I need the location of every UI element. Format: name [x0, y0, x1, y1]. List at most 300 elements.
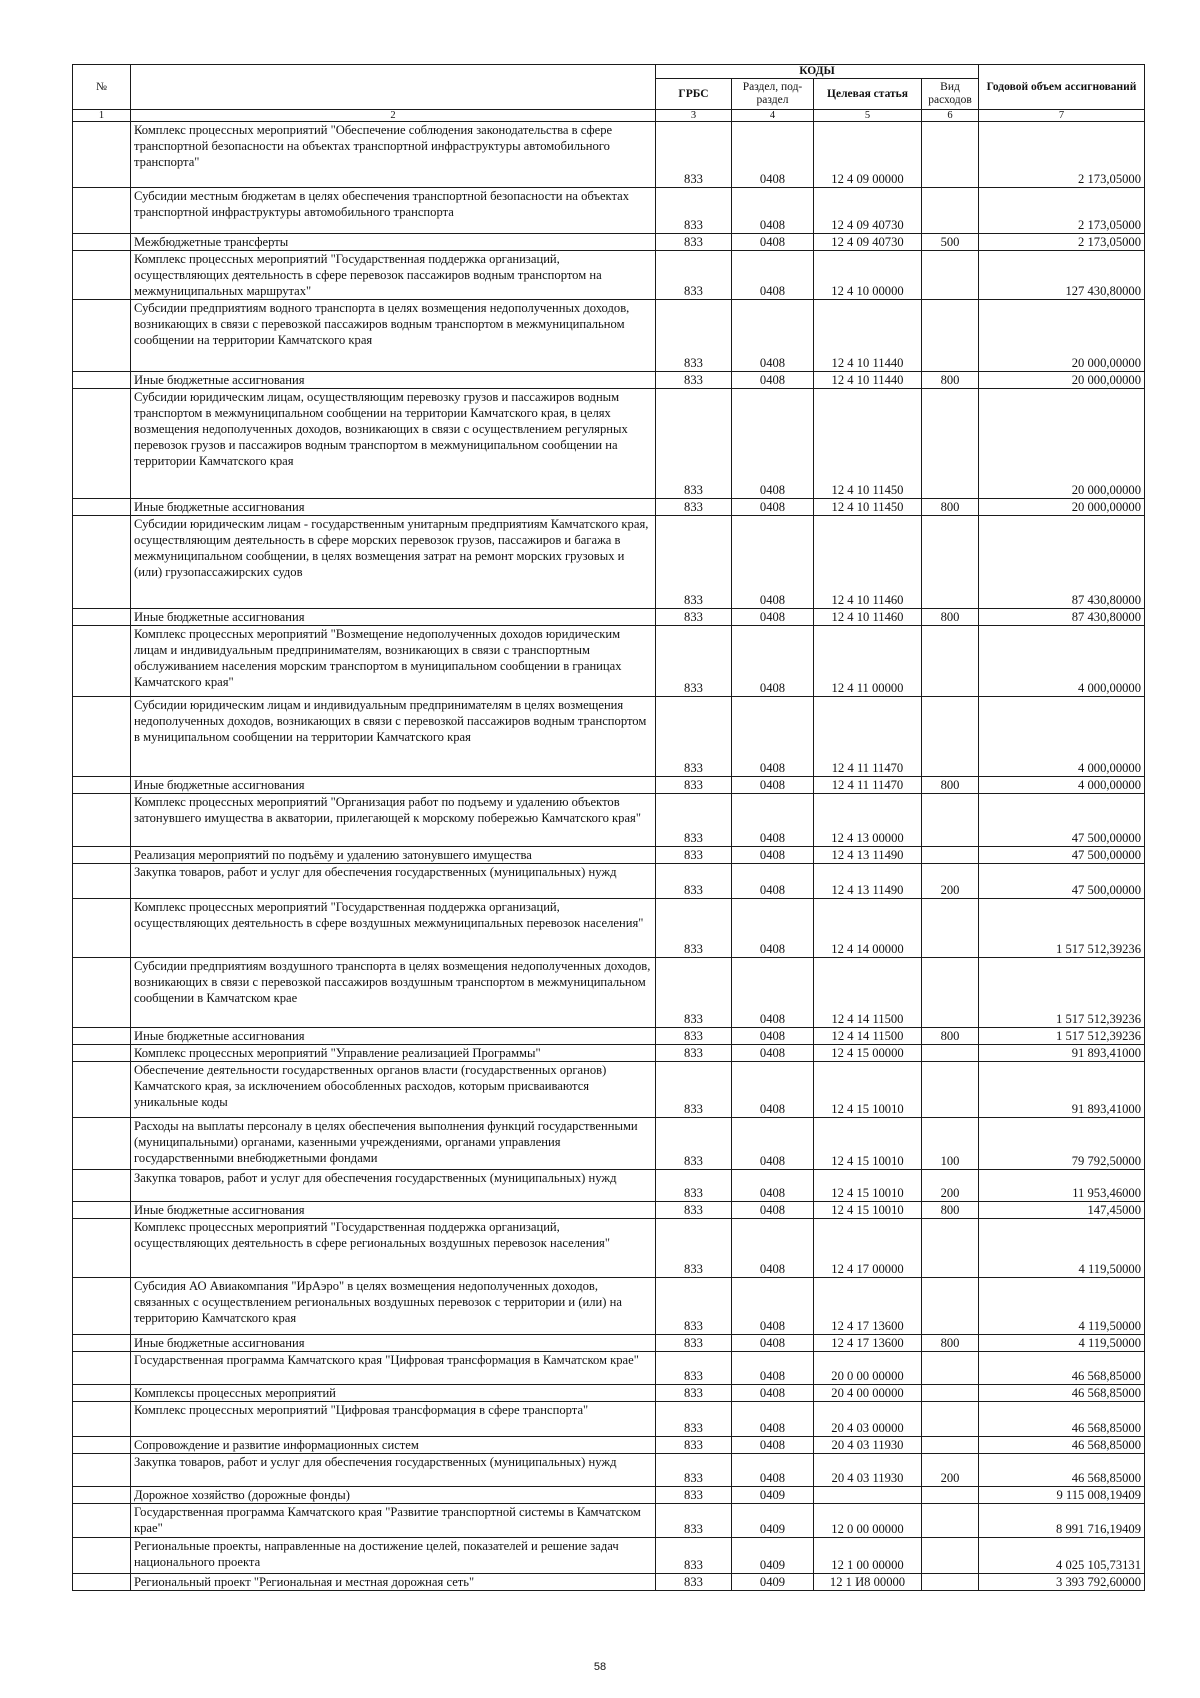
row-section-cell: 0408: [732, 1170, 814, 1202]
row-section-cell: 0408: [732, 1352, 814, 1385]
row-name-cell: Региональный проект "Региональная и местная дорожная сеть": [131, 1574, 656, 1591]
header-row-codes: [73, 65, 1145, 79]
table-row: [73, 847, 1145, 864]
row-amount-cell: 2 173,05000: [979, 188, 1145, 234]
row-section-cell: 0409: [732, 1504, 814, 1538]
row-number-cell: [73, 1504, 131, 1538]
row-number-cell: [73, 899, 131, 958]
row-kind-cell: [922, 516, 979, 609]
header-codes: КОДЫ: [656, 65, 979, 79]
header-row-numbers: [73, 110, 1145, 122]
row-kind-cell: [922, 1504, 979, 1538]
row-name-cell: Иные бюджетные ассигнования: [131, 499, 656, 516]
row-number-cell: [73, 864, 131, 899]
table-row: [73, 300, 1145, 372]
row-kind-cell: [922, 1487, 979, 1504]
row-grbs-cell: 833: [656, 1062, 732, 1118]
page-number: 58: [593, 1661, 607, 1673]
row-name-cell: Комплекс процессных мероприятий "Государственная поддержка организаций, осуществляющих деятельность в сфере региональных воздушных перевозок населения": [131, 1219, 656, 1278]
row-name-cell: Реализация мероприятий по подъёму и удалению затонувшего имущества: [131, 847, 656, 864]
row-name-cell: Комплекс процессных мероприятий "Государственная поддержка организаций, осуществляющих деятельность в сфере перевозок пассажиров водным транспортом на межмуниципальных маршрутах": [131, 251, 656, 300]
table-row: [73, 1202, 1145, 1219]
row-kind-cell: 200: [922, 1454, 979, 1487]
row-amount-cell: 47 500,00000: [979, 794, 1145, 847]
row-section-cell: 0408: [732, 516, 814, 609]
row-section-cell: 0408: [732, 1454, 814, 1487]
row-section-cell: 0408: [732, 1437, 814, 1454]
row-amount-cell: 11 953,46000: [979, 1170, 1145, 1202]
row-grbs-cell: 833: [656, 1202, 732, 1219]
row-kind-cell: [922, 251, 979, 300]
table-row: [73, 389, 1145, 499]
row-grbs-cell: 833: [656, 847, 732, 864]
table-row: [73, 794, 1145, 847]
row-grbs-cell: 833: [656, 1170, 732, 1202]
row-grbs-cell: 833: [656, 1454, 732, 1487]
row-grbs-cell: 833: [656, 1028, 732, 1045]
row-number-cell: [73, 1538, 131, 1574]
row-amount-cell: 2 173,05000: [979, 234, 1145, 251]
row-grbs-cell: 833: [656, 697, 732, 777]
table-row: [73, 1118, 1145, 1170]
row-target-cell: 12 4 15 10010: [814, 1062, 922, 1118]
row-kind-cell: [922, 1045, 979, 1062]
row-grbs-cell: 833: [656, 626, 732, 697]
row-grbs-cell: 833: [656, 1504, 732, 1538]
row-amount-cell: 87 430,80000: [979, 516, 1145, 609]
row-name-cell: Закупка товаров, работ и услуг для обеспечения государственных (муниципальных) нужд: [131, 864, 656, 899]
table-row: [73, 1504, 1145, 1538]
row-section-cell: 0408: [732, 847, 814, 864]
row-number-cell: [73, 1487, 131, 1504]
row-section-cell: 0408: [732, 958, 814, 1028]
row-kind-cell: 800: [922, 1028, 979, 1045]
row-kind-cell: 800: [922, 1202, 979, 1219]
row-grbs-cell: 833: [656, 1437, 732, 1454]
row-section-cell: 0408: [732, 1028, 814, 1045]
col-number-2: 2: [131, 110, 656, 122]
table-row: [73, 864, 1145, 899]
row-amount-cell: 1 517 512,39236: [979, 1028, 1145, 1045]
row-target-cell: 12 4 11 11470: [814, 777, 922, 794]
row-target-cell: 12 1 И8 00000: [814, 1574, 922, 1591]
row-grbs-cell: 833: [656, 1335, 732, 1352]
table-row: [73, 1219, 1145, 1278]
row-target-cell: 12 0 00 00000: [814, 1504, 922, 1538]
row-section-cell: 0408: [732, 1402, 814, 1437]
row-name-cell: Закупка товаров, работ и услуг для обеспечения государственных (муниципальных) нужд: [131, 1170, 656, 1202]
row-kind-cell: [922, 300, 979, 372]
row-amount-cell: 147,45000: [979, 1202, 1145, 1219]
row-name-cell: Субсидии предприятиям воздушного транспорта в целях возмещения недополученных доходов, возникающих в связи с перевозкой пассажиров воздушным транспортом в межмуниципальном сообщении в Камчатском крае: [131, 958, 656, 1028]
table-row: [73, 1487, 1145, 1504]
row-target-cell: 12 4 10 00000: [814, 251, 922, 300]
row-number-cell: [73, 1118, 131, 1170]
row-grbs-cell: 833: [656, 122, 732, 188]
row-name-cell: Дорожное хозяйство (дорожные фонды): [131, 1487, 656, 1504]
row-name-cell: Субсидии юридическим лицам и индивидуальным предпринимателям в целях возмещения недополученных доходов, возникающих в связи с перевозкой пассажиров водным транспортом в муниципальном сообщении на территории Камчатского края: [131, 697, 656, 777]
row-name-cell: Субсидии предприятиям водного транспорта в целях возмещения недополученных доходов, возникающих в связи с перевозкой пассажиров водным транспортом в межмуниципальном сообщении на территории Камчатского края: [131, 300, 656, 372]
row-target-cell: 12 4 10 11460: [814, 516, 922, 609]
row-number-cell: [73, 1402, 131, 1437]
row-amount-cell: 20 000,00000: [979, 499, 1145, 516]
row-kind-cell: [922, 847, 979, 864]
table-row: [73, 1538, 1145, 1574]
row-number-cell: [73, 1335, 131, 1352]
row-amount-cell: 91 893,41000: [979, 1062, 1145, 1118]
table-row: [73, 626, 1145, 697]
row-target-cell: 12 4 13 11490: [814, 847, 922, 864]
row-section-cell: 0408: [732, 251, 814, 300]
row-section-cell: 0408: [732, 372, 814, 389]
row-target-cell: 20 0 00 00000: [814, 1352, 922, 1385]
table-row: [73, 372, 1145, 389]
table-row: [73, 1278, 1145, 1335]
row-grbs-cell: 833: [656, 1487, 732, 1504]
row-kind-cell: [922, 1574, 979, 1591]
row-section-cell: 0408: [732, 1219, 814, 1278]
row-grbs-cell: 833: [656, 1278, 732, 1335]
row-grbs-cell: 833: [656, 499, 732, 516]
header-target: Целевая статья: [814, 79, 922, 110]
row-kind-cell: 800: [922, 1335, 979, 1352]
row-target-cell: 20 4 03 00000: [814, 1402, 922, 1437]
row-name-cell: Комплексы процессных мероприятий: [131, 1385, 656, 1402]
row-kind-cell: 200: [922, 1170, 979, 1202]
row-amount-cell: 46 568,85000: [979, 1454, 1145, 1487]
row-name-cell: Иные бюджетные ассигнования: [131, 609, 656, 626]
row-number-cell: [73, 1278, 131, 1335]
row-amount-cell: 8 991 716,19409: [979, 1504, 1145, 1538]
row-number-cell: [73, 499, 131, 516]
row-amount-cell: 127 430,80000: [979, 251, 1145, 300]
row-kind-cell: 200: [922, 864, 979, 899]
row-number-cell: [73, 626, 131, 697]
row-number-cell: [73, 389, 131, 499]
row-section-cell: 0408: [732, 234, 814, 251]
row-amount-cell: 4 000,00000: [979, 626, 1145, 697]
row-name-cell: Иные бюджетные ассигнования: [131, 1028, 656, 1045]
table-row: [73, 609, 1145, 626]
row-amount-cell: 46 568,85000: [979, 1385, 1145, 1402]
row-target-cell: 12 4 10 11440: [814, 300, 922, 372]
row-number-cell: [73, 1202, 131, 1219]
row-target-cell: 12 4 15 10010: [814, 1118, 922, 1170]
row-grbs-cell: 833: [656, 1402, 732, 1437]
table-body: [73, 122, 1145, 1591]
row-kind-cell: [922, 1062, 979, 1118]
row-target-cell: 12 4 13 11490: [814, 864, 922, 899]
row-section-cell: 0408: [732, 499, 814, 516]
row-number-cell: [73, 609, 131, 626]
row-section-cell: 0409: [732, 1487, 814, 1504]
table-row: [73, 1335, 1145, 1352]
row-grbs-cell: 833: [656, 1219, 732, 1278]
row-target-cell: [814, 1487, 922, 1504]
row-grbs-cell: 833: [656, 777, 732, 794]
row-kind-cell: [922, 697, 979, 777]
row-grbs-cell: 833: [656, 234, 732, 251]
row-name-cell: Субсидии юридическим лицам - государственным унитарным предприятиям Камчатского края, осуществляющим деятельность в сфере морских перевозок грузов, пассажиров и багажа в межмуниципальном сообщении, в целях возмещения затрат на ремонт морских грузовых и (или) грузопассажирских судов: [131, 516, 656, 609]
col-number-3: 3: [656, 110, 732, 122]
row-grbs-cell: 833: [656, 1045, 732, 1062]
row-grbs-cell: 833: [656, 188, 732, 234]
row-number-cell: [73, 1352, 131, 1385]
row-kind-cell: 800: [922, 609, 979, 626]
row-amount-cell: 1 517 512,39236: [979, 899, 1145, 958]
row-section-cell: 0408: [732, 864, 814, 899]
row-grbs-cell: 833: [656, 794, 732, 847]
row-kind-cell: [922, 1385, 979, 1402]
row-name-cell: Комплекс процессных мероприятий "Обеспечение соблюдения законодательства в сфере транспортной безопасности на объектах транспортной инфраструктуры автомобильного транспорта": [131, 122, 656, 188]
row-name-cell: Иные бюджетные ассигнования: [131, 777, 656, 794]
table-row: [73, 499, 1145, 516]
row-name-cell: Субсидия АО Авиакомпания "ИрАэро" в целях возмещения недополученных доходов, связанных с осуществлением региональных воздушных перевозок с территории и (или) на территорию Камчатского края: [131, 1278, 656, 1335]
header-section: Раздел, под-раздел: [732, 79, 814, 110]
row-target-cell: 12 4 09 40730: [814, 234, 922, 251]
row-target-cell: 12 4 10 11450: [814, 389, 922, 499]
row-amount-cell: 2 173,05000: [979, 122, 1145, 188]
row-amount-cell: 91 893,41000: [979, 1045, 1145, 1062]
row-section-cell: 0408: [732, 626, 814, 697]
row-target-cell: 12 4 14 00000: [814, 899, 922, 958]
row-name-cell: Расходы на выплаты персоналу в целях обеспечения выполнения функций государственными (муниципальными) органами, казенными учреждениями, органами управления государственными внебюджетными фондами: [131, 1118, 656, 1170]
row-kind-cell: [922, 899, 979, 958]
row-name-cell: Государственная программа Камчатского края "Развитие транспортной системы в Камчатском крае": [131, 1504, 656, 1538]
row-amount-cell: 4 025 105,73131: [979, 1538, 1145, 1574]
col-number-4: 4: [732, 110, 814, 122]
row-number-cell: [73, 1437, 131, 1454]
row-number-cell: [73, 1028, 131, 1045]
header-kind: Вид расходов: [922, 79, 979, 110]
row-number-cell: [73, 958, 131, 1028]
row-name-cell: Обеспечение деятельности государственных органов власти (государственных органов) Камчатского края, за исключением обособленных расходов, которым присваиваются уникальные коды: [131, 1062, 656, 1118]
row-number-cell: [73, 234, 131, 251]
row-name-cell: Комплекс процессных мероприятий "Цифровая трансформация в сфере транспорта": [131, 1402, 656, 1437]
row-section-cell: 0408: [732, 1118, 814, 1170]
row-amount-cell: 87 430,80000: [979, 609, 1145, 626]
row-target-cell: 12 4 14 11500: [814, 958, 922, 1028]
row-grbs-cell: 833: [656, 372, 732, 389]
row-amount-cell: 20 000,00000: [979, 372, 1145, 389]
row-target-cell: 12 4 17 13600: [814, 1278, 922, 1335]
row-target-cell: 12 4 09 40730: [814, 188, 922, 234]
header-amount: Годовой объем ассигнований: [979, 65, 1145, 110]
row-target-cell: 12 4 17 00000: [814, 1219, 922, 1278]
col-number-7: 7: [979, 110, 1145, 122]
row-name-cell: Комплекс процессных мероприятий "Управление реализацией Программы": [131, 1045, 656, 1062]
row-target-cell: 12 4 10 11450: [814, 499, 922, 516]
row-kind-cell: [922, 1538, 979, 1574]
row-amount-cell: 79 792,50000: [979, 1118, 1145, 1170]
row-number-cell: [73, 1574, 131, 1591]
row-amount-cell: 46 568,85000: [979, 1352, 1145, 1385]
header-no: №: [73, 65, 131, 110]
row-kind-cell: [922, 1402, 979, 1437]
row-kind-cell: [922, 1278, 979, 1335]
row-amount-cell: 4 119,50000: [979, 1278, 1145, 1335]
row-kind-cell: [922, 1219, 979, 1278]
row-kind-cell: [922, 389, 979, 499]
row-grbs-cell: 833: [656, 1118, 732, 1170]
row-target-cell: 12 4 15 10010: [814, 1170, 922, 1202]
row-target-cell: 12 1 00 00000: [814, 1538, 922, 1574]
row-amount-cell: 20 000,00000: [979, 389, 1145, 499]
row-kind-cell: 500: [922, 234, 979, 251]
row-grbs-cell: 833: [656, 609, 732, 626]
row-number-cell: [73, 300, 131, 372]
row-target-cell: 12 4 15 00000: [814, 1045, 922, 1062]
row-grbs-cell: 833: [656, 516, 732, 609]
table-row: [73, 697, 1145, 777]
row-amount-cell: 3 393 792,60000: [979, 1574, 1145, 1591]
row-kind-cell: 100: [922, 1118, 979, 1170]
row-amount-cell: 4 119,50000: [979, 1335, 1145, 1352]
row-grbs-cell: 833: [656, 251, 732, 300]
row-kind-cell: [922, 188, 979, 234]
row-section-cell: 0408: [732, 609, 814, 626]
row-name-cell: Комплекс процессных мероприятий "Организация работ по подъему и удалению объектов затонувшего имущества в акватории, прилегающей к морскому побережью Камчатского края": [131, 794, 656, 847]
table-row: [73, 122, 1145, 188]
row-target-cell: 12 4 11 11470: [814, 697, 922, 777]
row-amount-cell: 4 000,00000: [979, 777, 1145, 794]
row-grbs-cell: 833: [656, 389, 732, 499]
col-number-6: 6: [922, 110, 979, 122]
table-row: [73, 1402, 1145, 1437]
row-amount-cell: 4 000,00000: [979, 697, 1145, 777]
row-section-cell: 0408: [732, 1202, 814, 1219]
row-name-cell: Сопровождение и развитие информационных систем: [131, 1437, 656, 1454]
row-target-cell: 12 4 10 11460: [814, 609, 922, 626]
row-number-cell: [73, 1170, 131, 1202]
row-number-cell: [73, 372, 131, 389]
table-row: [73, 1454, 1145, 1487]
row-target-cell: 12 4 15 10010: [814, 1202, 922, 1219]
row-name-cell: Иные бюджетные ассигнования: [131, 1202, 656, 1219]
row-number-cell: [73, 188, 131, 234]
table-row: [73, 1352, 1145, 1385]
row-section-cell: 0408: [732, 1045, 814, 1062]
table-row: [73, 1062, 1145, 1118]
table-row: [73, 234, 1145, 251]
row-number-cell: [73, 1045, 131, 1062]
row-section-cell: 0408: [732, 300, 814, 372]
row-kind-cell: [922, 626, 979, 697]
row-section-cell: 0408: [732, 122, 814, 188]
row-grbs-cell: 833: [656, 1538, 732, 1574]
row-grbs-cell: 833: [656, 300, 732, 372]
row-number-cell: [73, 122, 131, 188]
row-amount-cell: 4 119,50000: [979, 1219, 1145, 1278]
row-section-cell: 0409: [732, 1574, 814, 1591]
row-amount-cell: 46 568,85000: [979, 1402, 1145, 1437]
col-number-5: 5: [814, 110, 922, 122]
table-row: [73, 188, 1145, 234]
row-kind-cell: 800: [922, 499, 979, 516]
row-number-cell: [73, 516, 131, 609]
table-row: [73, 1170, 1145, 1202]
row-section-cell: 0408: [732, 697, 814, 777]
row-target-cell: 12 4 14 11500: [814, 1028, 922, 1045]
row-name-cell: Комплекс процессных мероприятий "Государственная поддержка организаций, осуществляющих деятельность в сфере воздушных межмуниципальных перевозок населения": [131, 899, 656, 958]
row-grbs-cell: 833: [656, 958, 732, 1028]
row-amount-cell: 1 517 512,39236: [979, 958, 1145, 1028]
row-kind-cell: [922, 794, 979, 847]
row-kind-cell: [922, 1352, 979, 1385]
row-amount-cell: 9 115 008,19409: [979, 1487, 1145, 1504]
row-number-cell: [73, 847, 131, 864]
table-row: [73, 1574, 1145, 1591]
table-row: [73, 899, 1145, 958]
row-amount-cell: 46 568,85000: [979, 1437, 1145, 1454]
table-row: [73, 251, 1145, 300]
table-row: [73, 777, 1145, 794]
row-kind-cell: [922, 1437, 979, 1454]
row-name-cell: Региональные проекты, направленные на достижение целей, показателей и решение задач национального проекта: [131, 1538, 656, 1574]
row-amount-cell: 47 500,00000: [979, 847, 1145, 864]
row-section-cell: 0408: [732, 777, 814, 794]
row-kind-cell: [922, 122, 979, 188]
row-target-cell: 20 4 03 11930: [814, 1454, 922, 1487]
row-grbs-cell: 833: [656, 864, 732, 899]
row-target-cell: 12 4 09 00000: [814, 122, 922, 188]
row-amount-cell: 47 500,00000: [979, 864, 1145, 899]
table-row: [73, 1028, 1145, 1045]
row-grbs-cell: 833: [656, 1385, 732, 1402]
table-row: [73, 1385, 1145, 1402]
row-section-cell: 0408: [732, 1385, 814, 1402]
row-number-cell: [73, 1219, 131, 1278]
row-name-cell: Субсидии юридическим лицам, осуществляющим перевозку грузов и пассажиров водным транспортом в межмуниципальном сообщении на территории Камчатского края, в целях возмещения недополученных доходов, возникающих в связи с осуществлением регулярных перевозок грузов и пассажиров водным транспортом в межмуниципальном сообщении на территории Камчатского края: [131, 389, 656, 499]
row-number-cell: [73, 1454, 131, 1487]
row-kind-cell: 800: [922, 777, 979, 794]
col-number-1: 1: [73, 110, 131, 122]
row-target-cell: 20 4 00 00000: [814, 1385, 922, 1402]
row-grbs-cell: 833: [656, 1352, 732, 1385]
row-name-cell: Межбюджетные трансферты: [131, 234, 656, 251]
row-name-cell: Комплекс процессных мероприятий "Возмещение недополученных доходов юридическим лицам и индивидуальным предпринимателям, возникающих в связи с транспортным обслуживанием населения морским транспортом в муниципальном сообщении в границах Камчатского края": [131, 626, 656, 697]
row-section-cell: 0408: [732, 1062, 814, 1118]
row-number-cell: [73, 1385, 131, 1402]
appropriations-table: [72, 64, 1145, 1591]
header-name: [131, 65, 656, 110]
header-grbs: ГРБС: [656, 79, 732, 110]
row-section-cell: 0408: [732, 389, 814, 499]
row-section-cell: 0408: [732, 188, 814, 234]
row-amount-cell: 20 000,00000: [979, 300, 1145, 372]
row-name-cell: Иные бюджетные ассигнования: [131, 372, 656, 389]
row-number-cell: [73, 251, 131, 300]
row-target-cell: 12 4 11 00000: [814, 626, 922, 697]
table-row: [73, 958, 1145, 1028]
row-kind-cell: [922, 958, 979, 1028]
row-kind-cell: 800: [922, 372, 979, 389]
row-grbs-cell: 833: [656, 899, 732, 958]
row-number-cell: [73, 777, 131, 794]
row-section-cell: 0408: [732, 1278, 814, 1335]
row-name-cell: Иные бюджетные ассигнования: [131, 1335, 656, 1352]
row-section-cell: 0409: [732, 1538, 814, 1574]
row-target-cell: 12 4 13 00000: [814, 794, 922, 847]
row-number-cell: [73, 794, 131, 847]
table-row: [73, 1437, 1145, 1454]
row-section-cell: 0408: [732, 899, 814, 958]
row-name-cell: Субсидии местным бюджетам в целях обеспечения транспортной безопасности на объектах транспортной инфраструктуры автомобильного транспорта: [131, 188, 656, 234]
table-row: [73, 1045, 1145, 1062]
row-name-cell: Государственная программа Камчатского края "Цифровая трансформация в Камчатском крае": [131, 1352, 656, 1385]
table-row: [73, 516, 1145, 609]
row-target-cell: 12 4 10 11440: [814, 372, 922, 389]
